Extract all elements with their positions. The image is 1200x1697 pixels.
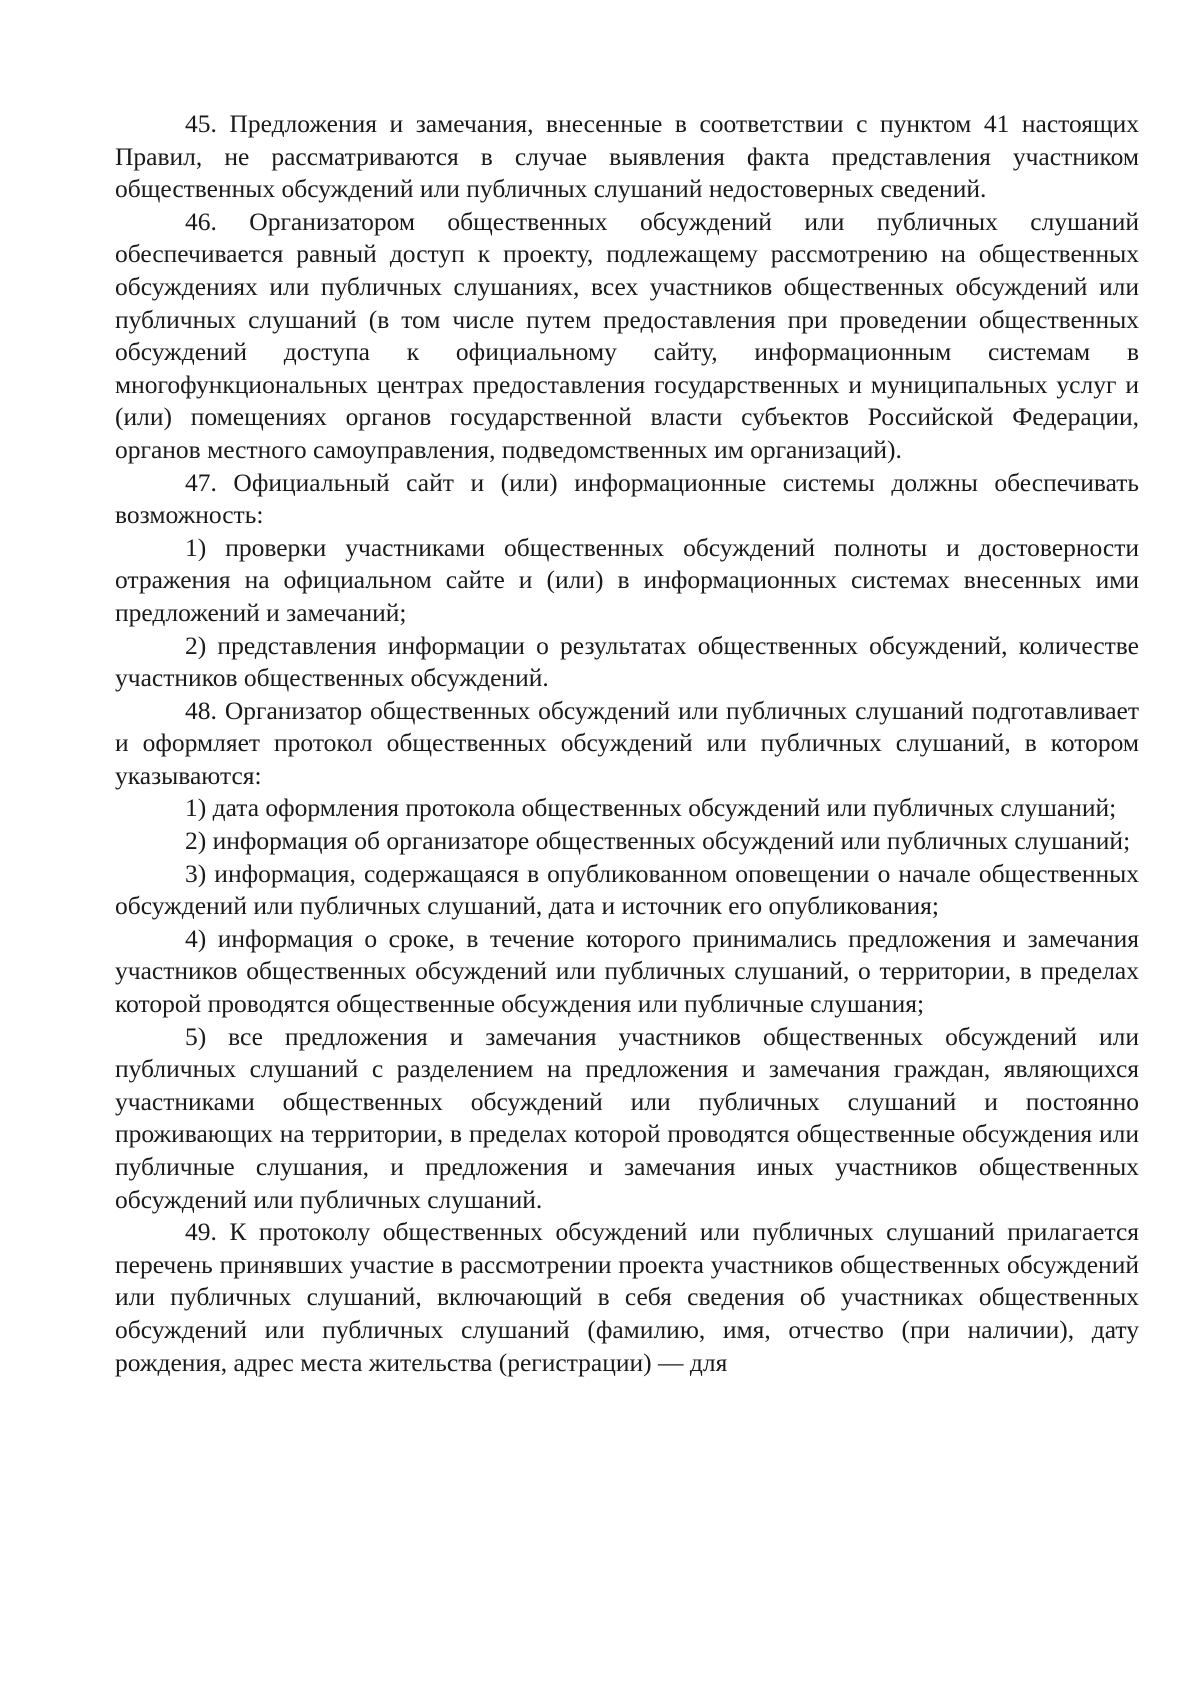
paragraph-48: 48. Организатор общественных обсуждений или публичных слушаний подготавливает и оформляет протокол общественных обсуждений или публичных слушаний, в котором указываются: [115,695,1139,790]
paragraph-47: 47. Официальный сайт и (или) информационные системы должны обеспечивать возможность: [115,467,1139,530]
paragraph-49: 49. К протоколу общественных обсуждений или публичных слушаний прилагается перечень принявших участие в рассмотрении проекта участников общественных обсуждений или публичных слушаний, включающий в себя сведения об участниках общественных обсуждений или публичных слушаний (фамилию, имя, отчество (при наличии), дату рождения, адрес места жительства (регистрации) — для [115,1217,1139,1377]
paragraph-48-item-5: 5) все предложения и замечания участников общественных обсуждений или публичных слушаний с разделением на предложения и замечания граждан, являющихся участниками общественных обсуждений или публичных слушаний и постоянно проживающих на территории, в пределах которой проводятся общественные обсуждения или публичные слушания, и предложения и замечания иных участников общественных обсуждений или публичных слушаний. [115,1021,1139,1214]
paragraph-48-item-3: 3) информация, содержащаяся в опубликованном оповещении о начале общественных обсуждений или публичных слушаний, дата и источник его опубликования; [115,858,1139,921]
paragraph-48-item-2: 2) информация об организаторе общественных обсуждений или публичных слушаний; [185,826,1131,856]
paragraph-45: 45. Предложения и замечания, внесенные в соответствии с пунктом 41 настоящих Правил, не рассматриваются в случае выявления факта представления участником общественных обсуждений или публичных слушаний недостоверных сведений. [115,109,1139,204]
paragraph-46: 46. Организатором общественных обсуждений или публичных слушаний обеспечивается равный доступ к проекту, подлежащему рассмотрению на общественных обсуждениях или публичных слушаниях, всех участников общественных обсуждений или публичных слушаний (в том числе путем предоставления при проведении общественных обсуждений доступа к официальному сайту, информационным системам в многофункциональных центрах предоставления государственных и муниципальных услуг и (или) помещениях органов государственной власти субъектов Российской Федерации, органов местного самоуправления, подведомственных им организаций). [115,206,1139,464]
paragraph-47-item-1: 1) проверки участниками общественных обсуждений полноты и достоверности отражения на официальном сайте и (или) в информационных системах внесенных ими предложений и замечаний; [115,532,1139,627]
document-page [115,108,1139,1379]
paragraph-48-item-1: 1) дата оформления протокола общественных обсуждений или публичных слушаний; [185,793,1117,823]
paragraph-48-item-4: 4) информация о сроке, в течение которого принимались предложения и замечания участников общественных обсуждений или публичных слушаний, о территории, в пределах которой проводятся общественные обсуждения или публичные слушания; [115,923,1139,1019]
paragraph-47-item-2: 2) представления информации о результатах общественных обсуждений, количестве участников общественных обсуждений. [115,630,1139,693]
